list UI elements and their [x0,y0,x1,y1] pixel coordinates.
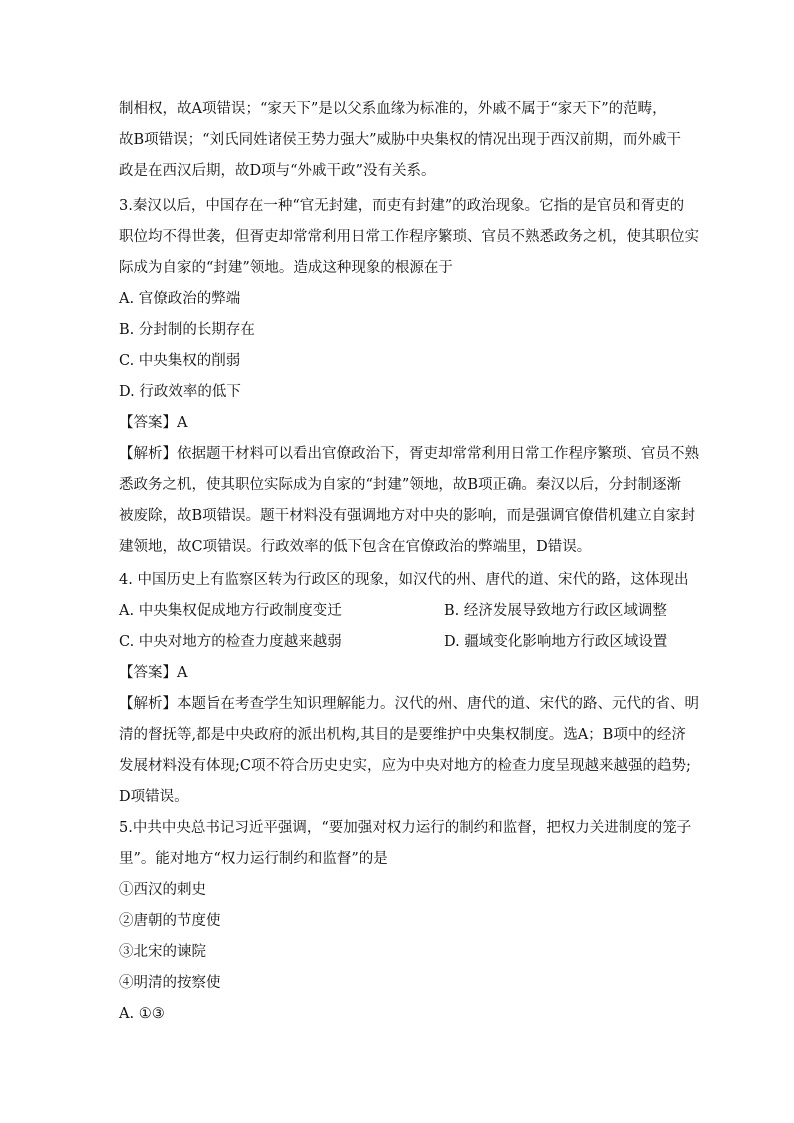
analysis-line: D项错误。 [119,789,189,805]
list-item: ②唐朝的节度使 [119,913,221,929]
option-d: D. 疆域变化影响地方行政区域设置 [444,634,668,650]
option-a: A. 官僚政治的弊端 [119,291,241,307]
option-a: A. 中央集权促成地方行政制度变迁 [119,603,342,619]
question-stem-line: 际成为自家的“封建”领地。造成这种现象的根源在于 [119,260,453,276]
option-d: D. 行政效率的低下 [119,384,241,400]
text-line: 制相权，故A项错误；“家天下”是以父系血缘为标准的，外戚不属于“家天下”的范畴， [119,101,667,117]
text-line: 政是在西汉后期，故D项与“外戚干政”没有关系。 [119,163,436,179]
question-5 [119,813,692,1030]
text-line: 故B项错误；“刘氏同姓诸侯王势力强大”威胁中央集权的情况出现于西汉前期，而外戚干 [119,132,681,148]
answer-label: 【答案】A [119,415,188,431]
option-row [119,596,679,627]
analysis-line: 【解析】本题旨在考查学生知识理解能力。汉代的州、唐代的道、宋代的路、元代的省、明 [119,696,699,712]
option-c: C. 中央集权的削弱 [119,353,241,369]
analysis-line: 被废除，故B项错误。题干材料没有强调地方对中央的影响，而是强调官僚借机建立自家封 [119,508,696,524]
analysis-line: 清的督抚等,都是中央政府的派出机构,其目的是要维护中央集权制度。选A；B项中的经济 [119,727,686,743]
q2-analysis-tail [119,94,679,187]
list-item: ③北宋的谏院 [119,944,206,960]
option-c: C. 中央对地方的检查力度越来越弱 [119,634,342,650]
answer-label: 【答案】A [119,665,188,681]
option-b: B. 经济发展导致地方行政区域调整 [444,603,667,619]
list-item: ④明清的按察使 [119,975,221,991]
analysis-line: 建领地，故C项错误。行政效率的低下包含在官僚政治的弊端里，D错误。 [119,539,592,555]
option-row [119,627,679,658]
question-stem-line: 里”。能对地方“权力运行制约和监督”的是 [119,851,388,867]
question-stem-line: 5.中共中央总书记习近平强调，“要加强对权力运行的制约和监督，把权力关进制度的笼子 [119,820,692,836]
question-stem-line: 职位均不得世袭，但胥吏却常常利用日常工作程序繁琐、官员不熟悉政务之机，使其职位实 [119,229,699,245]
analysis-line: 悉政务之机，使其职位实际成为自家的“封建”领地，故B项正确。秦汉以后，分封制逐渐 [119,477,681,493]
question-4 [119,565,699,813]
option-b: B. 分封制的长期存在 [119,322,255,338]
option-a: A. ①③ [119,1006,165,1022]
analysis-line: 发展材料没有体现;C项不符合历史史实，应为中央对地方的检查力度呈现越来越强的趋势; [119,758,691,774]
question-stem-line: 3.秦汉以后，中国存在一种“官无封建，而吏有封建”的政治现象。它指的是官员和胥吏的 [119,198,685,214]
list-item: ①西汉的刺史 [119,882,206,898]
question-3 [119,191,699,563]
question-stem-line: 4. 中国历史上有监察区转为行政区的现象，如汉代的州、唐代的道、宋代的路，这体现出 [119,572,689,588]
analysis-line: 【解析】依据题干材料可以看出官僚政治下，胥吏却常常利用日常工作程序繁琐、官员不熟 [119,446,699,462]
